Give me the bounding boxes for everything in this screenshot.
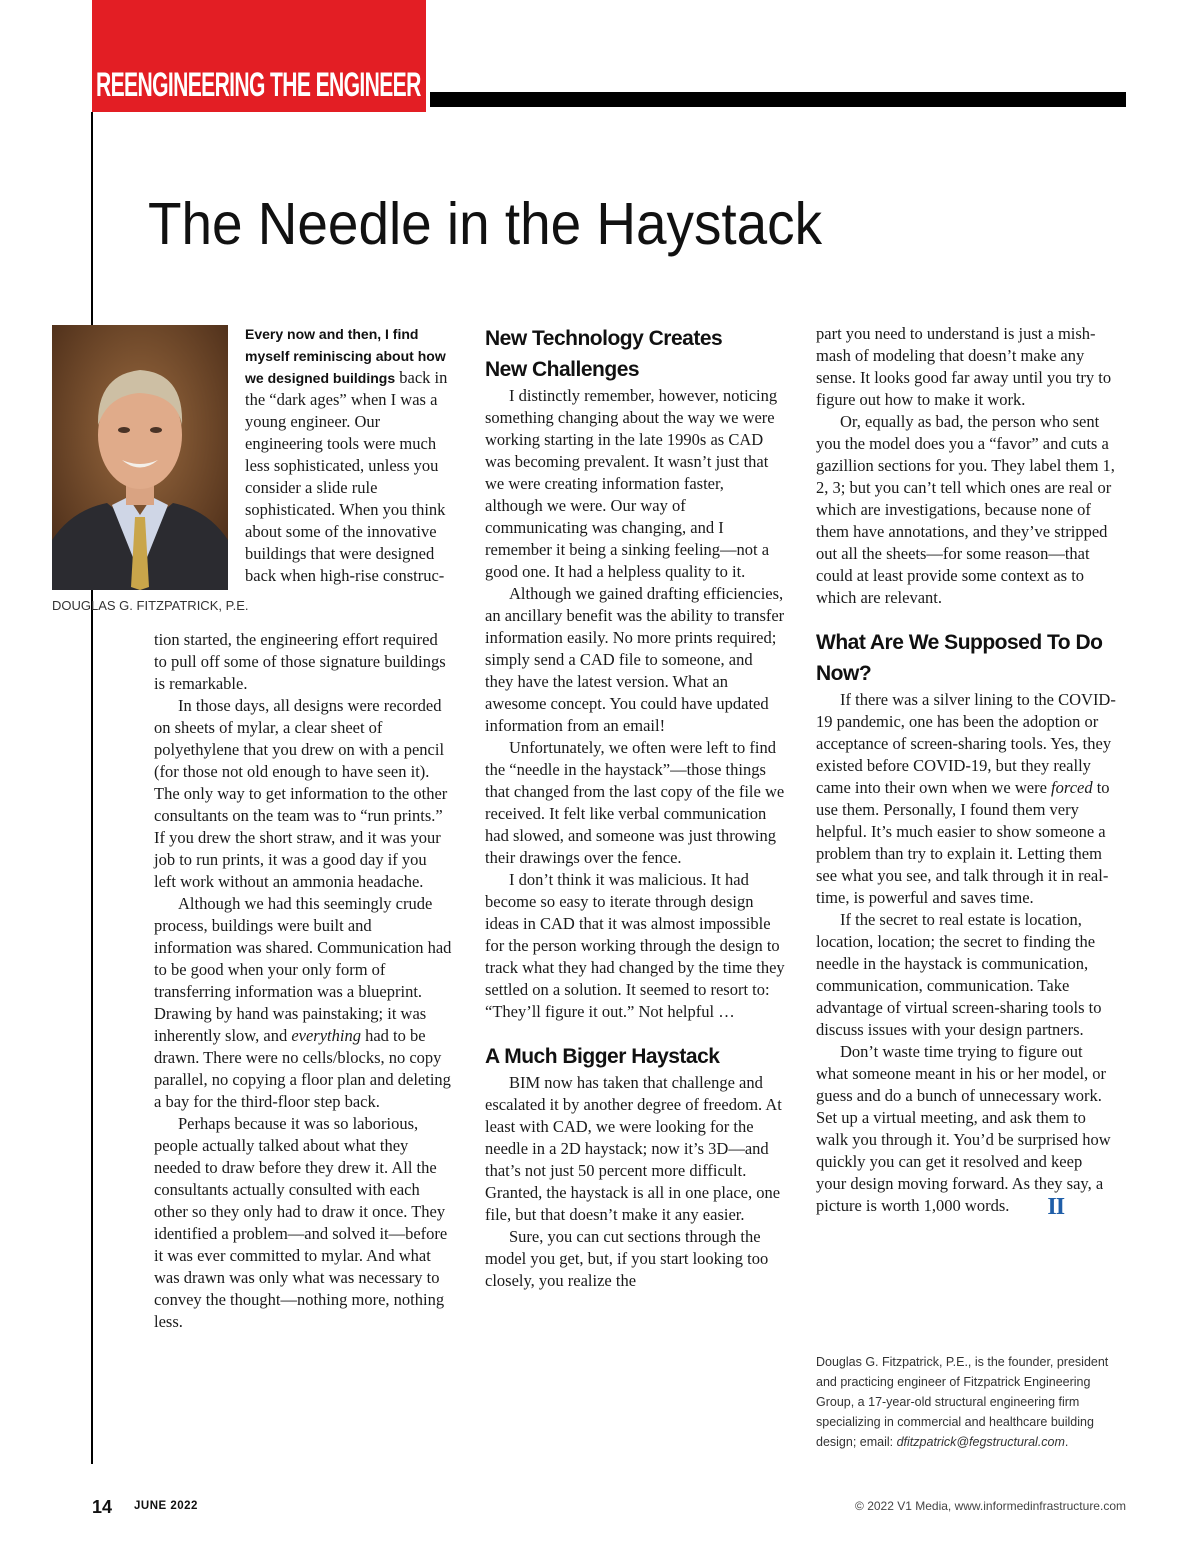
header-rule bbox=[430, 92, 1126, 107]
lead-text: back in the “dark ages” when I was a young engineer. Our engineering tools were much less sophisticated, unless you consider a slide rule sophisticated. When you think about some of the innovative buildings that were designed back when high-rise construc- bbox=[245, 368, 448, 585]
author-photo bbox=[52, 325, 228, 590]
end-mark-icon: II bbox=[1047, 1194, 1065, 1220]
emphasis-text: everything bbox=[291, 1026, 361, 1045]
lead-paragraph bbox=[245, 323, 450, 587]
subhead bbox=[485, 323, 785, 385]
copyright: © 2022 V1 Media, www.informedinfrastructure.com bbox=[855, 1499, 1126, 1513]
paragraph: In those days, all designs were recorded on sheets of mylar, a clear sheet of polyethylene that you drew on with a pencil (for those not old enough to have seen it). The only way to get information to the other consultants on the team was to “run prints.” If you drew the short straw, and it was your job to run prints, it was a good day if you left work without an ammonia headache. bbox=[154, 696, 448, 891]
issue-date: JUNE 2022 bbox=[134, 1500, 198, 1512]
paragraph bbox=[154, 893, 452, 1113]
paragraph: Perhaps because it was so laborious, people actually talked about what they needed to draw before they drew it. All the consultants actually consulted with each other so they only had to draw it once. They identified a problem—and solved it—before it was ever committed to mylar. And what was drawn was only what was necessary to convey the thought—nothing more, nothing less. bbox=[154, 1114, 448, 1331]
lead-bold-text: Every now and then, I find myself reminiscing about how we designed buildings bbox=[245, 326, 446, 386]
author-email-link[interactable]: dfitzpatrick@fegstructural.com bbox=[896, 1435, 1065, 1449]
paragraph: part you need to understand is just a mish-mash of modeling that doesn’t make any sense. It looks good far away until you try to figure out how to make it work. bbox=[816, 324, 1112, 409]
subhead-line: New Challenges bbox=[485, 358, 640, 381]
paragraph: tion started, the engineering effort required to pull off some of those signature buildings is remarkable. bbox=[154, 630, 446, 693]
text: Don’t waste time trying to figure out what someone meant in his or her model, or guess and do a bunch of unnecessary work. Set up a virtual meeting, and ask them to walk you through it. You’d be surprised how quickly you can get it resolved and keep your design moving forward. As they say, a picture is worth 1,000 words. bbox=[816, 1042, 1111, 1215]
column-1 bbox=[154, 629, 452, 1333]
page-number: 14 bbox=[92, 1497, 113, 1517]
paragraph: Unfortunately, we often were left to find the “needle in the haystack”—those things that changed from the last copy of the file we received. It felt like verbal communication had slowed, and someone was just throwing their drawings over the fence. bbox=[485, 738, 785, 867]
paragraph: Although we gained drafting efficiencies, an ancillary benefit was the ability to transfer information easily. No more prints required; simply send a CAD file to someone, and they have the latest version. What an awesome concept. You could have updated information from an email! bbox=[485, 584, 785, 735]
author-bio bbox=[816, 1352, 1116, 1452]
text: If there was a silver lining to the COVID-19 pandemic, one has been the adoption or acceptance of screen-sharing tools. Yes, they existed before COVID-19, but they really came into their own when we were bbox=[816, 690, 1116, 797]
paragraph: Or, equally as bad, the person who sent you the model does you a “favor” and cuts a gazillion sections for you. They label them 1, 2, 3; but you can’t tell which ones are real or which are investigations, because none of them have annotations, and they’ve stripped out all the sheets—for some reason—that could at least provide some context as to which are relevant. bbox=[816, 412, 1115, 607]
column-2 bbox=[485, 323, 785, 1292]
text: Although we had this seemingly crude process, buildings were built and information was shared. Communication had to be good when your only form of transferring information was a blueprint. Drawing by hand was painstaking; it was inherently slow, and bbox=[154, 894, 452, 1045]
text: had to be drawn. There were no cells/blocks, no copy parallel, no copying a floor plan and deleting a bay for the third-floor step back. bbox=[154, 1026, 451, 1111]
subhead: What Are We Supposed To Do Now? bbox=[816, 631, 1103, 685]
emphasis-text: forced bbox=[1051, 778, 1093, 797]
subhead: A Much Bigger Haystack bbox=[485, 1045, 720, 1068]
paragraph: I don’t think it was malicious. It had become so easy to iterate through design ideas in CAD that it was almost impossible for the person working through the design to track what they had changed by the time they settled on a solution. It seemed to resort to: “They’ll figure it out.” Not helpful … bbox=[485, 870, 785, 1021]
paragraph: Sure, you can cut sections through the model you get, but, if you start looking too closely, you realize the bbox=[485, 1227, 769, 1290]
vertical-rule bbox=[91, 112, 93, 1464]
paragraph bbox=[816, 689, 1116, 909]
section-label: REENGINEERING THE ENGINEER bbox=[96, 66, 421, 104]
subhead-line: New Technology Creates bbox=[485, 327, 723, 350]
column-3 bbox=[816, 323, 1116, 1218]
text: to use them. Personally, I found them very helpful. It’s much easier to show someone a problem than try to explain it. Letting them see what you see, and talk through it in real-time, is powerful and saves time. bbox=[816, 778, 1110, 907]
paragraph: BIM now has taken that challenge and escalated it by another degree of freedom. At least with CAD, we were looking for the needle in a 2D haystack; now it’s 3D—and that’s not just 50 percent more difficult. Granted, the haystack is all in one place, one file, but that doesn’t make it any easier. bbox=[485, 1073, 782, 1224]
column-1-top bbox=[245, 323, 450, 587]
bio-text: Douglas G. Fitzpatrick, P.E., is the founder, president and practicing engineer of Fitzpatrick Engineering Group, a 17-year-old structural engineering firm specializing in commercial and healthcare building design; email: bbox=[816, 1355, 1109, 1449]
bio-end: . bbox=[1064, 1435, 1069, 1449]
article-title: The Needle in the Haystack bbox=[148, 191, 823, 257]
paragraph: If the secret to real estate is location, location, location; the secret to finding the needle in the haystack is communication, communication, communication. Take advantage of virtual screen-sharing tools to discuss issues with your design partners. bbox=[816, 910, 1102, 1039]
photo-caption: DOUGLAS G. FITZPATRICK, P.E. bbox=[52, 598, 249, 613]
paragraph bbox=[816, 1041, 1116, 1218]
paragraph: I distinctly remember, however, noticing something changing about the way we were working starting in the late 1990s as CAD was becoming prevalent. It wasn’t just that we were creating information faster, although we were. Our way of communicating was changing, and I remember it being a sinking feeling—not a good one. It had a helpless quality to it. bbox=[485, 386, 778, 581]
